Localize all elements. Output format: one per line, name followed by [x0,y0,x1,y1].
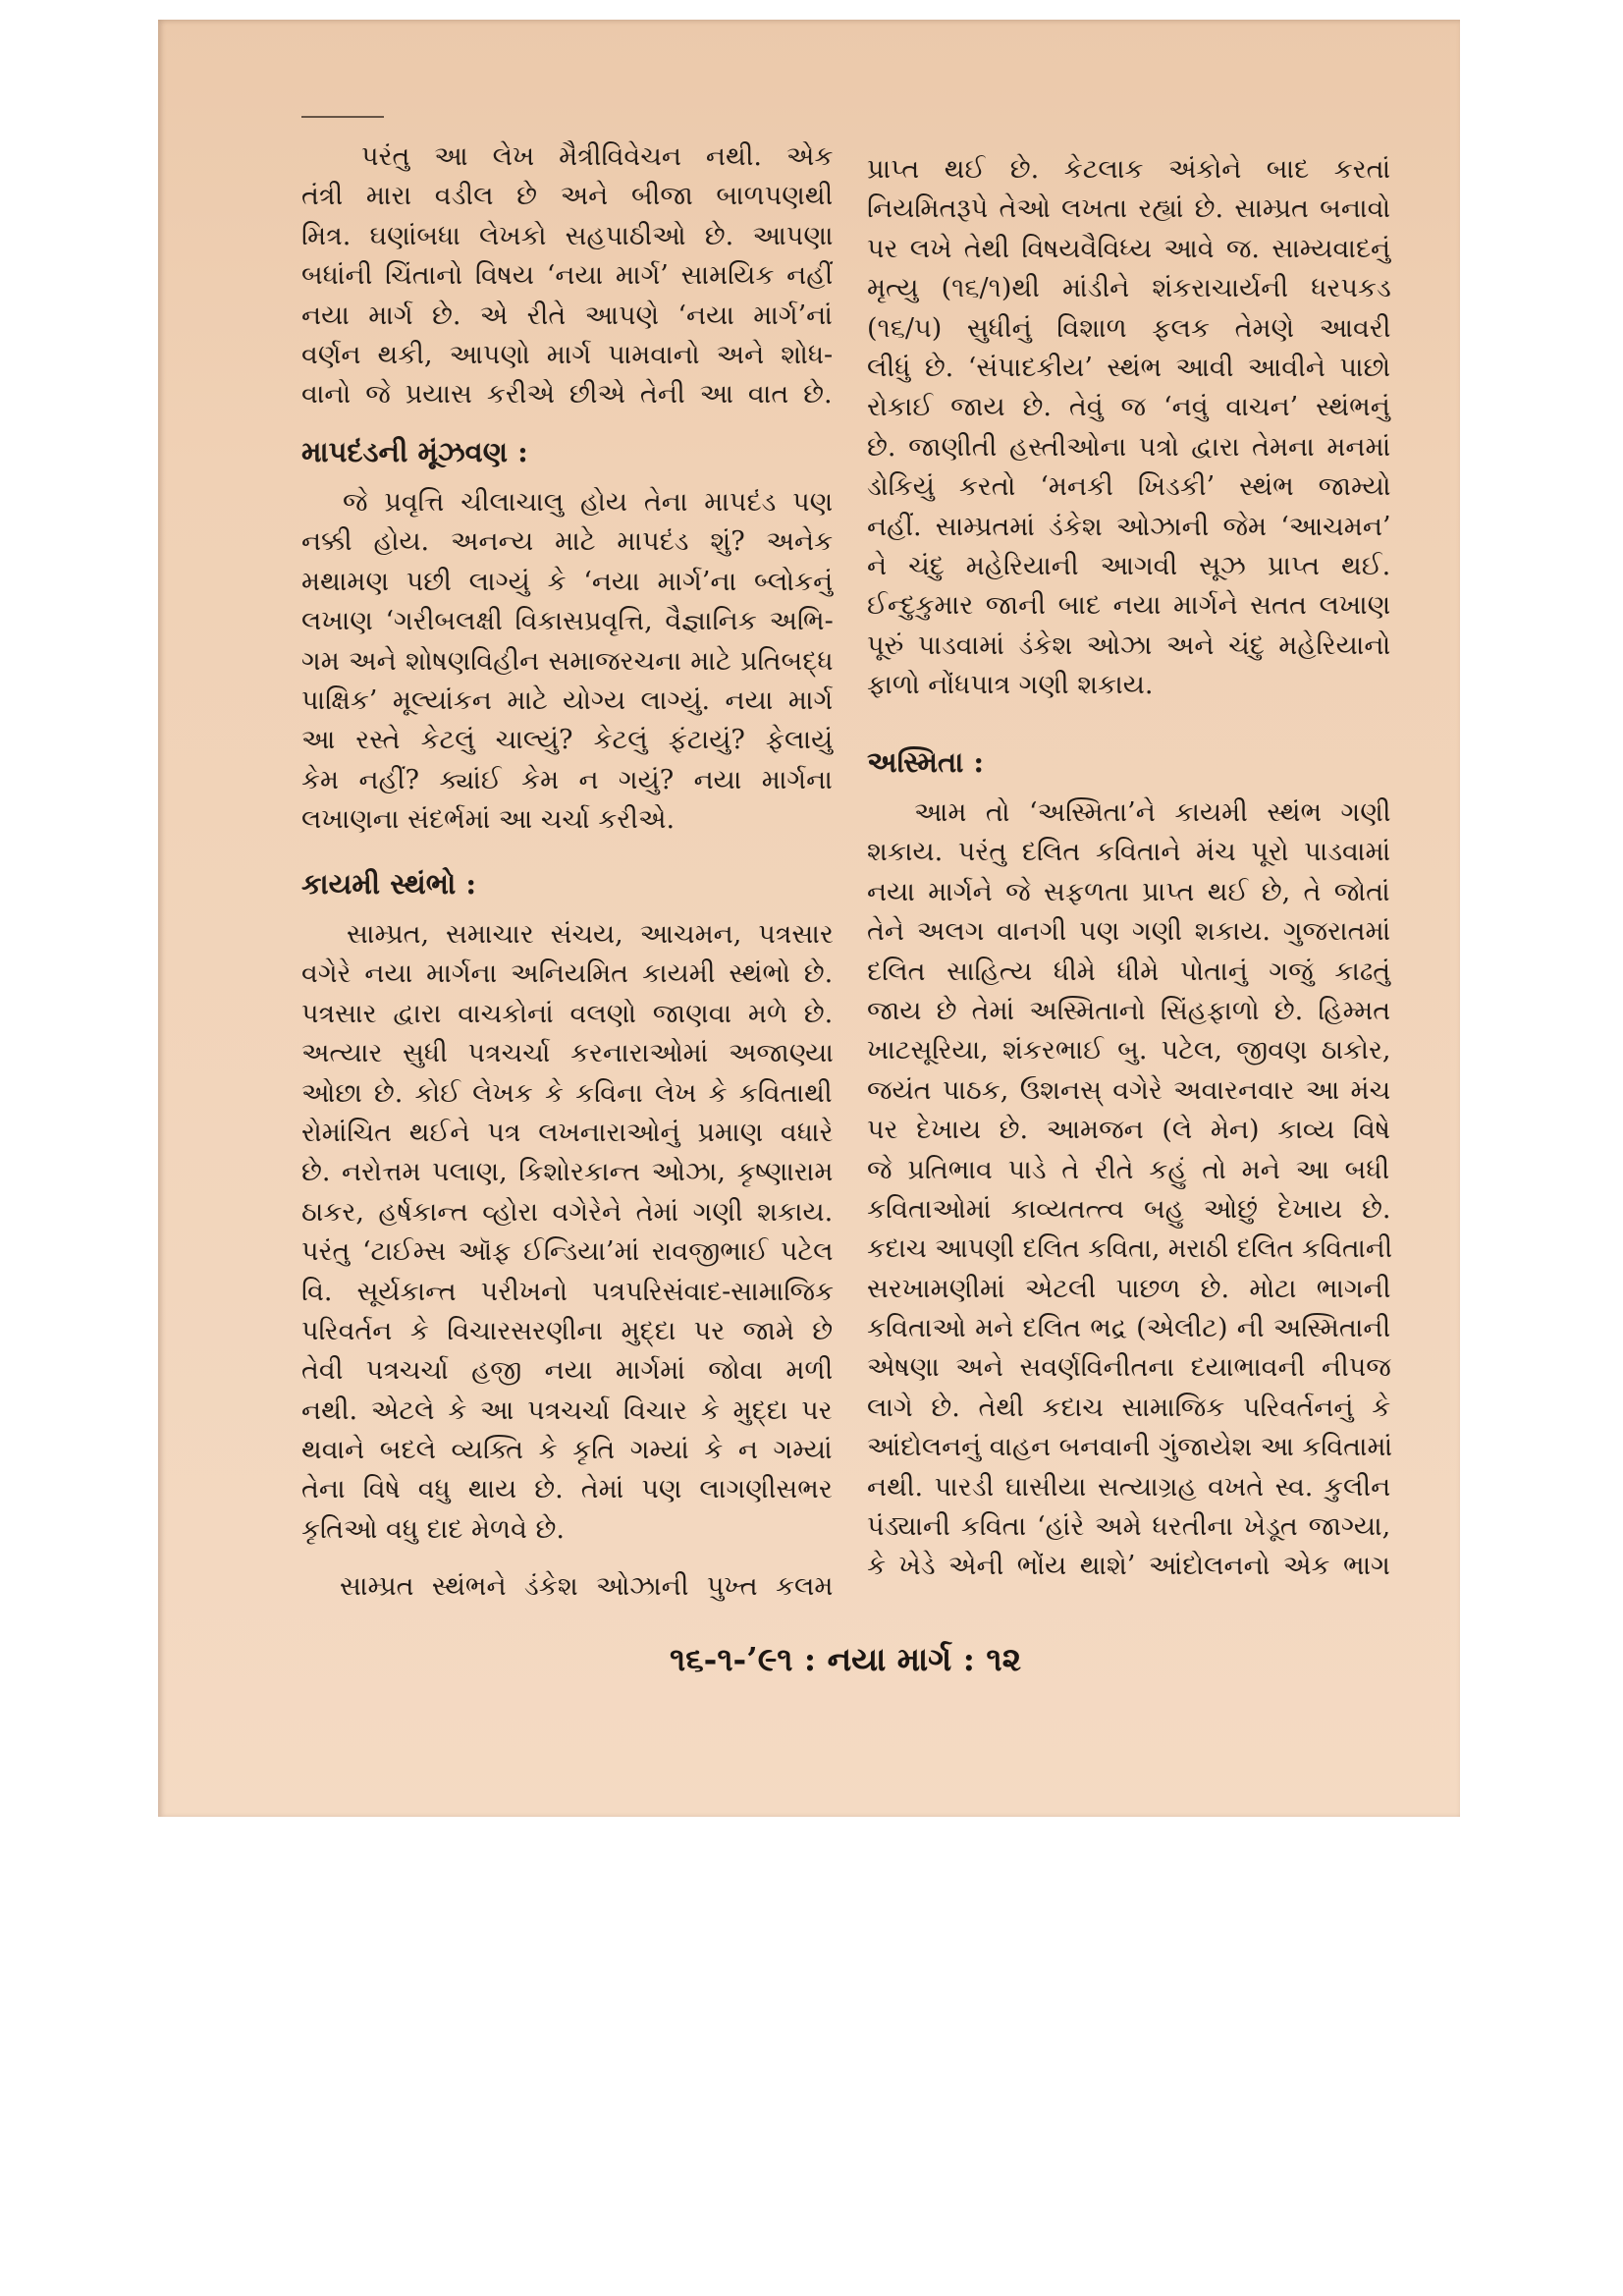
text-line: નથી. પારડી ઘાસીયા સત્યાગ્રહ વખતે સ્વ. કુલીન [867,1471,1391,1503]
text-line: પૂરું પાડવામાં ડંકેશ ઓઝા અને ચંદુ મહેરિયાનો [867,629,1391,661]
text-line: તંત્રી મારા વડીલ છે અને બીજા બાળપણથી [301,181,834,212]
text-line: જે પ્રતિભાવ પાડે તે રીતે કહું તો મને આ બધી [867,1154,1390,1185]
section-heading: કાયમી સ્થંભો : [301,867,477,901]
paragraph [867,150,1392,705]
text-line: મથામણ પછી લાગ્યું કે ‘નયા માર્ગ’ના બ્લોકનું [301,566,834,597]
text-line: નયા માર્ગને જે સફળતા પ્રાપ્ત થઈ છે, તે જોતાં [867,876,1390,907]
text-line: તેના વિષે વધુ થાય છે. તેમાં પણ લાગણીસભર [301,1474,833,1505]
text-line: કવિતાઓ મને દલિત ભદ્ર (એલીટ) ની અસ્મિતાની [867,1313,1391,1344]
text-line: છે. નરોત્તમ પલાણ, કિશોરકાન્ત ઓઝા, કૃષ્ણારામ [301,1157,834,1188]
text-line: લીધું છે. ‘સંપાદકીય’ સ્થંભ આવી આવીને પાછો [867,352,1391,383]
text-line: ગમ અને શોષણવિહીન સમાજરચના માટે પ્રતિબદ્ધ [301,645,834,677]
text-line: શકાય. પરંતુ દલિત કવિતાને મંચ પૂરો પાડવામાં [867,837,1391,868]
section-heading: અસ્મિતા : [867,745,985,779]
text-line: જે પ્રવૃત્તિ ચીલાચાલુ હોય તેના માપદંડ પણ [343,487,834,518]
left-column [301,0,835,1728]
text-line: દલિત સાહિત્ય ધીમે ધીમે પોતાનું ગજું કાઢતું [867,956,1391,987]
text-line: વાનો જે પ્રયાસ કરીએ છીએ તેની આ વાત છે. [301,379,833,410]
text-line: તેવી પત્રચર્ચા હજી નયા માર્ગમાં જોવા મળી [301,1355,834,1387]
text-line: ડોકિયું કરતો ‘મનકી ખિડકી’ સ્થંભ જામ્યો [867,471,1391,503]
text-line: બધાંની ચિંતાનો વિષય ‘નયા માર્ગ’ સામયિક નહીં [301,260,834,292]
text-line: વિ. સૂર્યકાન્ત પરીખનો પત્રપરિસંવાદ-સામાજિક [301,1276,835,1307]
text-line: પ્રાપ્ત થઈ છે. કેટલાક અંકોને બાદ કરતાં [867,154,1391,185]
text-line: પરંતુ આ લેખ મૈત્રીવિવેચન નથી. એક [361,141,834,172]
text-line: ખાટસૂરિયા, શંકરભાઈ બુ. પટેલ, જીવણ ઠાકોર, [867,1035,1391,1066]
text-line: નિયમિતરૂપે તેઓ લખતા રહ્યાં છે. સામ્પ્રત બનાવો [867,193,1391,225]
text-line: ઓછા છે. કોઈ લેખક કે કવિના લેખ કે કવિતાથી [301,1077,833,1109]
text-line: નક્કી હોય. અનન્ય માટે માપદંડ શું? અનેક [301,526,834,558]
page-footer: ૧૬-૧-’૯૧ : નયા માર્ગ : ૧૨ [670,1640,1021,1678]
paragraph [301,915,835,1550]
text-line: છે. જાણીતી હસ્તીઓના પત્રો દ્વારા તેમના મનમાં [867,431,1391,463]
text-line: પત્રસાર દ્વારા વાચકોનાં વલણો જાણવા મળે છે. [301,998,834,1029]
text-line: મિત્ર. ઘણાંબધા લેખકો સહપાઠીઓ છે. આપણા [301,220,834,251]
text-line: લખાણના સંદર્ભમાં આ ચર્ચા કરીએ. [301,804,676,836]
text-line: પરિવર્તન કે વિચારસરણીના મુદ્દા પર જામે છે [301,1315,834,1346]
text-line: વર્ણન થકી, આપણો માર્ગ પામવાનો અને શોધ- [301,339,834,370]
text-line: લાગે છે. તેથી કદાચ સામાજિક પરિવર્તનનું કે [867,1392,1391,1423]
text-line: મૃત્યુ (૧૬/૧)થી માંડીને શંકરાચાર્યની ધરપકડ [867,273,1391,304]
text-line: કે ખેડે એની ભોંય થાશે’ આંદોલનનો એક ભાગ [867,1551,1390,1582]
text-line: સામ્પ્રત સ્થંભને ડંકેશ ઓઝાની પુખ્ત કલમ [340,1571,834,1602]
text-line: રોકાઈ જાય છે. તેવું જ ‘નવું વાચન’ સ્થંભનું [867,392,1390,423]
text-line: જાય છે તેમાં અસ્મિતાનો સિંહફાળો છે. હિમ્મત [867,995,1391,1026]
text-line: નયા માર્ગ છે. એ રીતે આપણે ‘નયા માર્ગ’નાં [301,300,833,331]
text-line: સરખામણીમાં એટલી પાછળ છે. મોટા ભાગની [867,1273,1391,1304]
text-line: કદાચ આપણી દલિત કવિતા, મરાઠી દલિત કવિતાની [867,1233,1392,1265]
text-line: નથી. એટલે કે આ પત્રચર્ચા વિચાર કે મુદ્દા પર [301,1394,833,1426]
text-line: પાક્ષિક’ મૂલ્યાંકન માટે યોગ્ય લાગ્યું. નયા માર્ગ [301,684,834,716]
section-heading: માપદંડની મૂંઝવણ : [301,435,528,468]
paragraph [301,483,835,841]
text-line: પર લખે તેથી વિષયવૈવિધ્ય આવે જ. સામ્યવાદનું [867,233,1391,264]
text-line: થવાને બદલે વ્યક્તિ કે કૃતિ ગમ્યાં કે ન ગમ્યાં [301,1435,833,1466]
text-line: સામ્પ્રત, સમાચાર સંચય, આચમન, પત્રસાર [347,919,834,950]
text-line: ફાળો નોંધપાત્ર ગણી શકાય. [867,670,1154,701]
text-line: કવિતાઓમાં કાવ્યતત્ત્વ બહુ ઓછું દેખાય છે. [867,1193,1391,1225]
text-line: આ રસ્તે કેટલું ચાલ્યું? કેટલું ફંટાયું? ફેલાયું [301,725,834,756]
paragraph [867,793,1392,1587]
text-line: તેને અલગ વાનગી પણ ગણી શકાય. ગુજરાતમાં [867,916,1391,948]
text-line: આંદોલનનું વાહન બનવાની ગુંજાયેશ આ કવિતામાં [867,1432,1392,1463]
text-line: ઈન્દુકુમાર જાની બાદ નયા માર્ગને સતત લખાણ [867,590,1391,622]
text-line: ને ચંદુ મહેરિયાની આગવી સૂઝ પ્રાપ્ત થઈ. [867,550,1391,581]
text-line: કૃતિઓ વધુ દાદ મેળવે છે. [301,1513,565,1545]
text-line: પંડ્યાની કવિતા ‘હાંરે અમે ધરતીના ખેડૂત જાગ્યા, [867,1511,1391,1543]
text-line: કેમ નહીં? ક્યાંઈ કેમ ન ગયું? નયા માર્ગના [301,764,833,795]
text-line: એષણા અને સવર્ણવિનીતના દયાભાવની નીપજ [867,1352,1391,1384]
paragraph [301,1567,835,1607]
paragraph [301,137,835,415]
text-line: પર દેખાય છે. આમજન (લે મેન) કાવ્ય વિષે [867,1115,1390,1146]
text-line: નહીં. સામ્પ્રતમાં ડંકેશ ઓઝાની જેમ ‘આચમન’ [867,511,1391,542]
text-line: જયંત પાઠક, ઉશનસ્ વગેરે અવારનવાર આ મંચ [867,1074,1391,1106]
text-line: (૧૬/૫) સુધીનું વિશાળ ફલક તેમણે આવરી [867,312,1391,344]
text-line: અત્યાર સુધી પત્રચર્ચા કરનારાઓમાં અજાણ્યા [301,1038,834,1069]
text-line: પરંતુ ‘ટાઈમ્સ ઑફ ઈન્ડિયા’માં રાવજીભાઈ પટેલ [301,1236,834,1268]
text-line: રોમાંચિત થઈને પત્ર લખનારાઓનું પ્રમાણ વધારે [301,1117,834,1148]
right-column [867,0,1392,1728]
text-line: આમ તો ‘અસ્મિતા’ને કાયમી સ્થંભ ગણી [914,797,1391,828]
text-line: વગેરે નયા માર્ગના અનિયમિત કાયમી સ્થંભો છે. [301,958,834,990]
text-line: લખાણ ‘ગરીબલક્ષી વિકાસપ્રવૃત્તિ, વૈજ્ઞાનિક અભિ- [301,606,834,637]
text-line: ઠાકર, હર્ષકાન્ત વ્હોરા વગેરેને તેમાં ગણી શકાય. [301,1196,834,1228]
